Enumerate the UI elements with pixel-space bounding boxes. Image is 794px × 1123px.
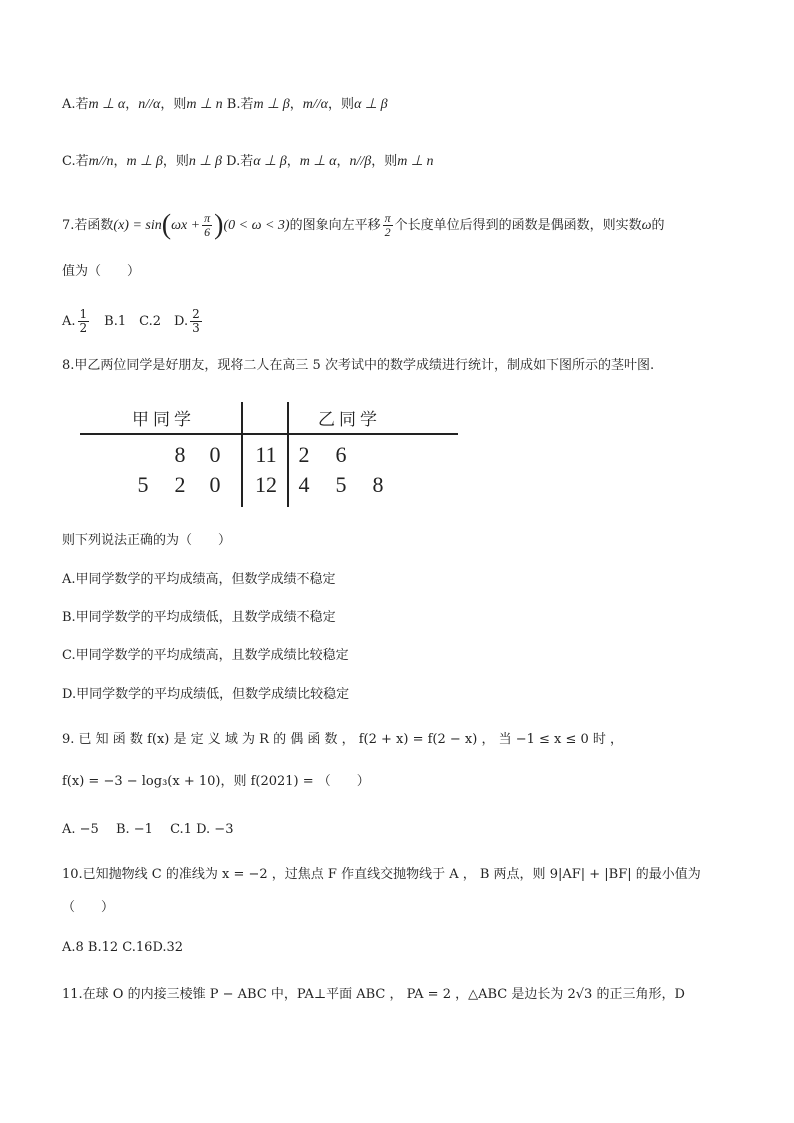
q6-math: n//β (349, 154, 372, 169)
q6-math: n//α (138, 97, 161, 112)
q6-text: A.若 (62, 97, 89, 112)
q6-text: ， (125, 97, 139, 112)
q7-option-d-num: 2 (192, 307, 200, 321)
stem-leaf-left-leaf: 0 (209, 442, 221, 467)
q7-option-a-num: 1 (79, 307, 88, 321)
q6-text: D.若 (222, 154, 254, 169)
q7-option-a-fraction (78, 308, 90, 335)
q7-two: 2 (384, 225, 391, 239)
stem-leaf-stem: 11 (255, 442, 277, 467)
q10-line2: （ ） (62, 900, 115, 915)
q8-stem: 8.甲乙两位同学是好朋友，现将二人在高三 5 次考试中的数学成绩进行统计，制成如下图所示的茎叶图. (62, 358, 655, 373)
q7-omega: ω (641, 218, 652, 233)
q7-stem (62, 209, 665, 241)
q10-options: A.8 B.12 C.16D.32 (62, 940, 184, 955)
q7-end: 的 (651, 218, 665, 233)
stem-leaf-right-divider (287, 402, 289, 507)
stem-leaf-stem: 12 (255, 472, 277, 497)
q7-options-bcd: B.1 C.2 D. (91, 314, 189, 329)
q7-options (62, 308, 204, 335)
q7-fraction-pi-6 (202, 212, 212, 239)
q7-option-d-fraction (190, 308, 202, 335)
q6-text: ，则 (371, 154, 398, 169)
q10-line1: 10.已知抛物线 C 的准线为 x = −2 ，过焦点 F 作直线交抛物线于 A ， B 两点，则 9|AF| + |BF| 的最小值为 (62, 867, 701, 882)
q6-text: ，则 (160, 97, 187, 112)
q6-math: n ⊥ β (188, 154, 222, 169)
q6-math: m//α (302, 97, 329, 112)
stem-leaf-right-leaf: 2 (298, 442, 310, 467)
q7-mid: 的图象向左平移 (289, 218, 381, 233)
q11-line1: 11.在球 O 的内接三棱锥 P − ABC 中，PA⊥平面 ABC ， PA = 2 ，△ABC 是边长为 2√3 的正三角形，D (62, 987, 685, 1002)
q7-suffix: 个长度单位后得到的函数是偶函数，则实数 (394, 218, 642, 233)
q6-text: ， (113, 154, 127, 169)
q7-function: (x) = sin (113, 218, 162, 233)
q6-math: m ⊥ n (186, 97, 223, 112)
q6-math: m ⊥ α (299, 154, 337, 169)
q7-line2: 值为（ ） (62, 264, 141, 279)
stem-leaf-left-divider (241, 402, 243, 507)
q6-text: B.若 (222, 97, 254, 112)
q9-options: A. −5 B. −1 C.1 D. −3 (62, 822, 234, 837)
stem-leaf-right-leaf: 8 (372, 472, 384, 497)
stem-leaf-left-leaf: 5 (137, 472, 149, 497)
stem-leaf-left-header: 甲同学 (132, 410, 195, 429)
q6-math: m ⊥ β (126, 154, 163, 169)
q6-text: ， (336, 154, 350, 169)
stem-leaf-left-leaf: 0 (209, 472, 221, 497)
stem-leaf-left-leaf: 8 (174, 442, 186, 467)
q8-option-b: B.甲同学数学的平均成绩低，且数学成绩不稳定 (62, 610, 336, 625)
q6-math: m ⊥ α (88, 97, 126, 112)
q8-option-a: A.甲同学数学的平均成绩高，但数学成绩不稳定 (62, 572, 336, 587)
q6-text: ， (289, 97, 303, 112)
q8-option-d: D.甲同学数学的平均成绩低，但数学成绩比较稳定 (62, 687, 350, 702)
q7-inner: ωx + (171, 218, 201, 233)
q6-text: ， (286, 154, 300, 169)
q6-option-ab (62, 95, 388, 115)
stem-leaf-left-leaf: 2 (174, 472, 186, 497)
q6-option-cd (62, 152, 434, 172)
q7-option-a-den: 2 (79, 321, 88, 335)
q7-open-paren: ( (161, 209, 172, 241)
stem-leaf-plot (80, 400, 460, 508)
q8-option-c: C.甲同学数学的平均成绩高，且数学成绩比较稳定 (62, 648, 349, 663)
q7-condition: (0 < ω < 3) (223, 218, 290, 233)
q6-math: α ⊥ β (253, 154, 287, 169)
q6-math: α ⊥ β (354, 97, 388, 112)
stem-leaf-right-leaf: 6 (335, 442, 347, 467)
q6-math: m ⊥ n (397, 154, 434, 169)
q6-text: C.若 (62, 154, 89, 169)
q7-option-a-label: A. (62, 314, 76, 329)
q7-close-paren: ) (214, 209, 224, 241)
q6-text: ，则 (328, 97, 355, 112)
q7-option-d-den: 3 (192, 321, 200, 335)
q6-math: m ⊥ β (253, 97, 290, 112)
stem-leaf-right-leaf: 5 (335, 472, 347, 497)
q7-fraction-pi-2 (383, 212, 393, 239)
q7-pi: π (204, 211, 211, 225)
q6-math: m//n (88, 154, 114, 169)
stem-leaf-right-header: 乙同学 (318, 410, 381, 429)
q7-prefix: 7.若函数 (62, 218, 114, 233)
stem-leaf-right-leaf: 4 (298, 472, 310, 497)
q6-text: ，则 (162, 154, 189, 169)
stem-leaf-header-rule (80, 433, 458, 435)
q7-pi: π (384, 211, 391, 225)
q8-ask: 则下列说法正确的为（ ） (62, 533, 232, 548)
q7-six: 6 (204, 225, 211, 239)
q9-line1: 9. 已 知 函 数 f(x) 是 定 义 域 为 R 的 偶 函 数 ， f(2 + x) = f(2 − x) ， 当 −1 ≤ x ≤ 0 时 ， (62, 732, 624, 747)
q9-line2: f(x) = −3 − log₃(x + 10)，则 f(2021) = （ ） (62, 774, 370, 789)
